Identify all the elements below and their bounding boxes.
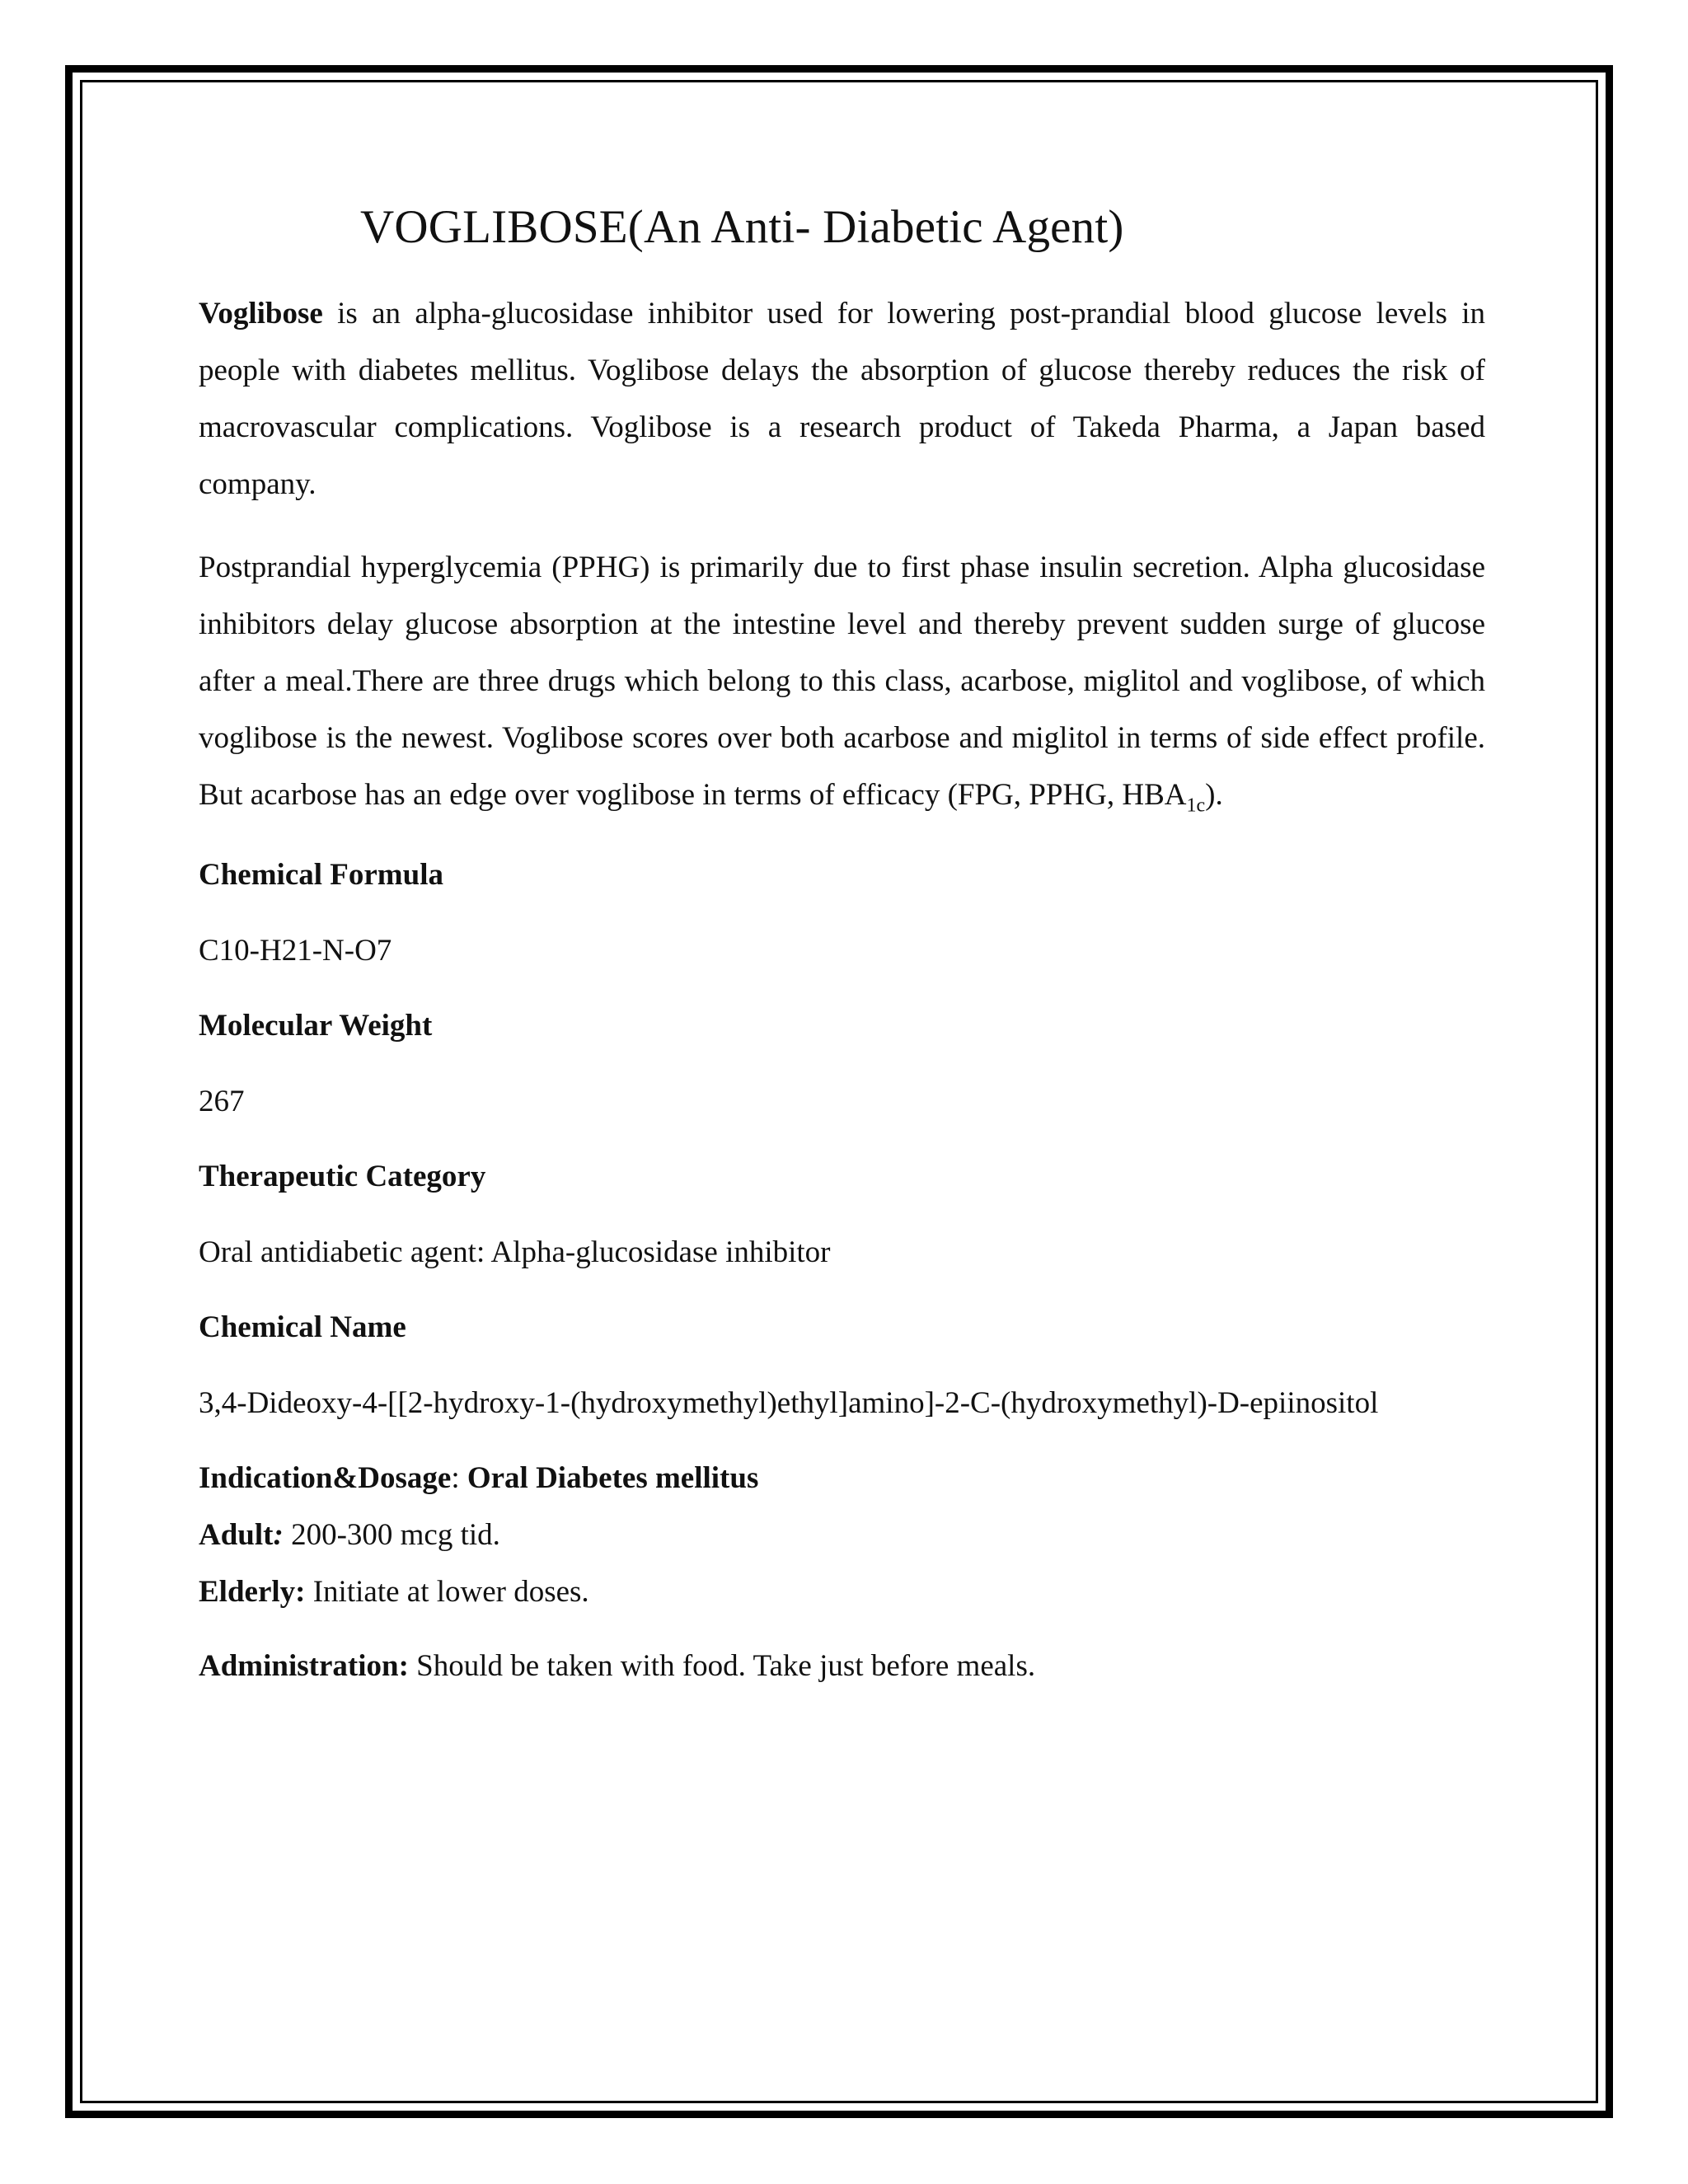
document-body <box>199 194 1485 1687</box>
chemical-formula-label: Chemical Formula <box>199 858 443 892</box>
adult-colon: : <box>273 1518 284 1552</box>
molecular-weight-value: 267 <box>199 1085 245 1118</box>
adult-dosage-value: 200-300 mcg tid. <box>283 1518 500 1552</box>
background-text: Postprandial hyperglycemia (PPHG) is primarily due to first phase insulin secretion. Alpha glucosidase inhibitors delay glucose absorption at the intestine level and thereby prevent sudden surge of glucose after a meal.There are three drugs which belong to this class, acarbose, miglitol and voglibose, of which voglibose is the newest. Voglibose scores over both acarbose and miglitol in terms of side effect profile. But acarbose has an edge over voglibose in terms of efficacy (FPG, PPHG, HBA <box>199 551 1485 812</box>
elderly-label: Elderly: <box>199 1575 306 1609</box>
background-paragraph <box>199 539 1485 823</box>
therapeutic-category-label: Therapeutic Category <box>199 1160 486 1193</box>
therapeutic-category-value: Oral antidiabetic agent: Alpha-glucosidase inhibitor <box>199 1235 831 1269</box>
indication-dosage-label: Indication&Dosage <box>199 1461 452 1495</box>
administration-line <box>199 1646 1485 1687</box>
indication-dosage-separator: : <box>451 1461 467 1495</box>
administration-value: Should be taken with food. Take just before meals. <box>408 1649 1036 1683</box>
elderly-dosage-value: Initiate at lower doses. <box>305 1575 589 1609</box>
chemical-name-value: 3,4-Dideoxy-4-[[2-hydroxy-1-(hydroxymethyl)ethyl]amino]-2-C-(hydroxymethyl)-D-epiinositol <box>199 1386 1379 1420</box>
chemical-formula-value: C10-H21-N-O7 <box>199 934 392 968</box>
background-tail: ). <box>1205 778 1223 812</box>
elderly-dosage-line <box>199 1572 1485 1613</box>
indication-dosage-line <box>199 1458 1485 1499</box>
intro-text: is an alpha-glucosidase inhibitor used for lowering post-prandial blood glucose levels in people with diabetes mellitus. Voglibose delays the absorption of glucose thereby reduces the risk of macrovascular complications. Voglibose is a research product of Takeda Pharma, a Japan based company. <box>199 297 1485 501</box>
molecular-weight-label: Molecular Weight <box>199 1009 433 1043</box>
hba1c-subscript: 1c <box>1186 794 1206 817</box>
page-title: VOGLIBOSE(An Anti- Diabetic Agent) <box>360 201 1124 253</box>
intro-paragraph <box>199 285 1485 513</box>
adult-dosage-line <box>199 1515 1485 1556</box>
indication-dosage-value: Oral Diabetes mellitus <box>467 1461 759 1495</box>
drug-name: Voglibose <box>199 297 323 330</box>
chemical-name-label: Chemical Name <box>199 1310 406 1344</box>
administration-label: Administration: <box>199 1649 409 1683</box>
adult-label: Adult <box>199 1518 274 1552</box>
